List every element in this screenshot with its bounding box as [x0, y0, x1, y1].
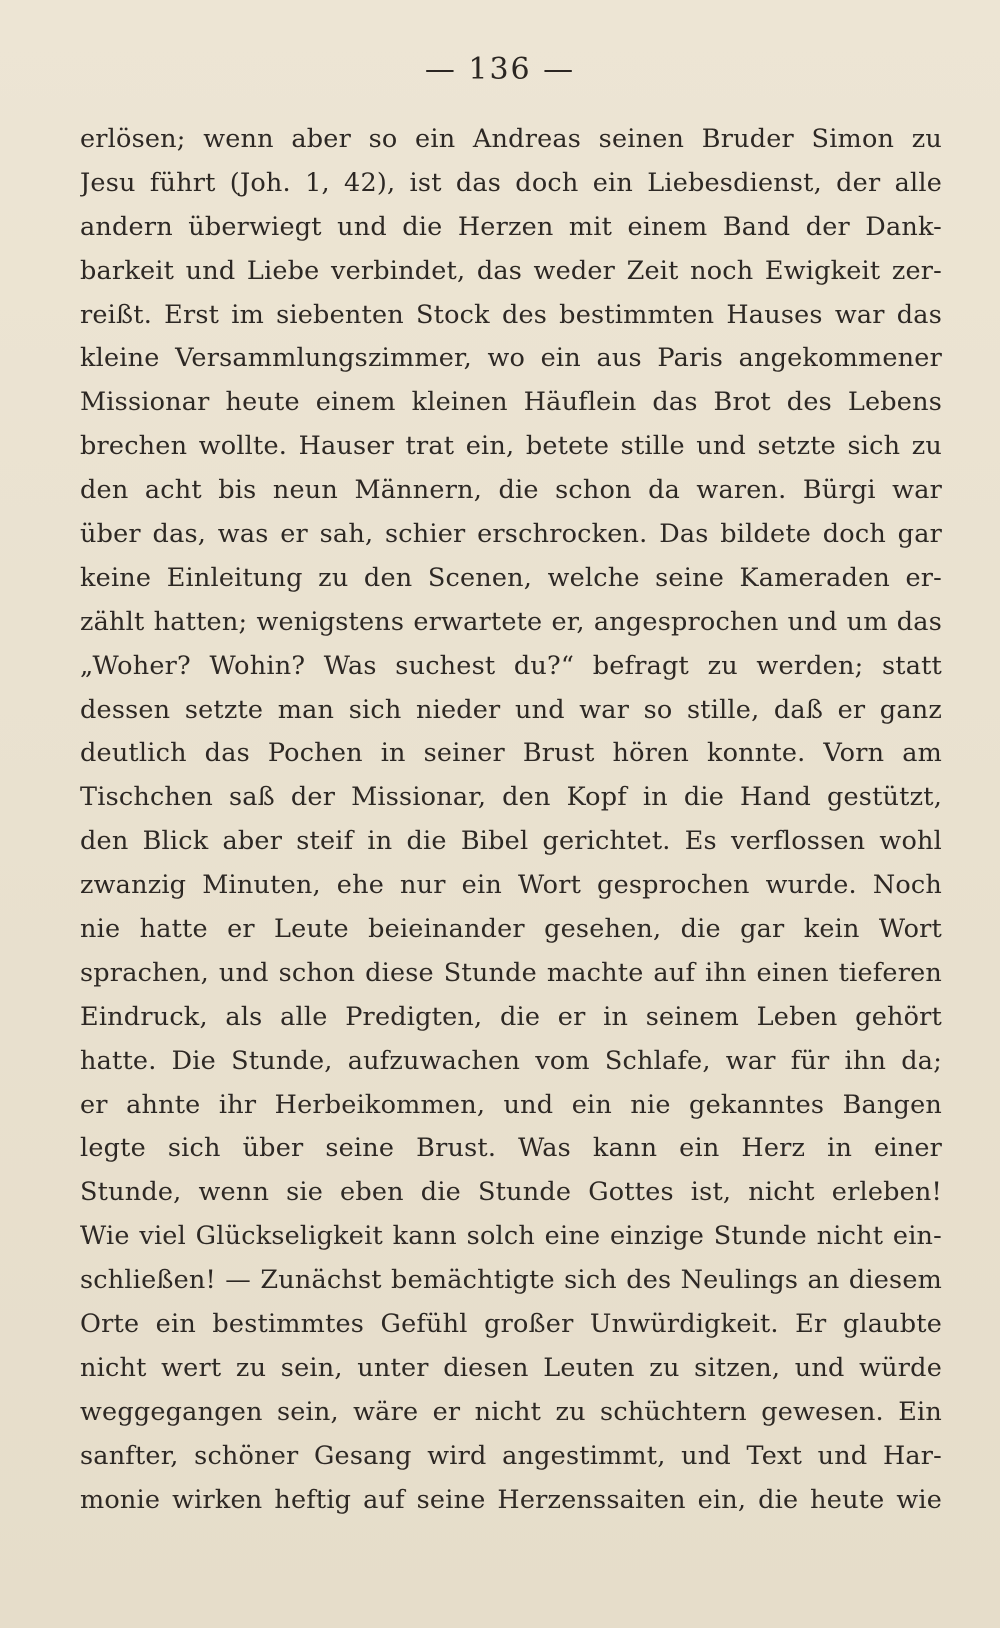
text-line: monie wirken heftig auf seine Herzenssaiten ein, die heute wie [80, 1484, 942, 1515]
body-text [80, 118, 942, 1523]
text-line: dessen setzte man sich nieder und war so stille, daß er ganz [80, 694, 942, 725]
text-line: den Blick aber steif in die Bibel gerichtet. Es verflossen wohl [80, 826, 942, 857]
text-line: legte sich über seine Brust. Was kann ein Herz in einer [80, 1133, 942, 1164]
text-line: zählt hatten; wenigstens erwartete er, angesprochen und um das [80, 606, 942, 637]
text-line: Wie viel Glückseligkeit kann solch eine einzige Stunde nicht ein- [80, 1221, 942, 1252]
text-line: erlösen; wenn aber so ein Andreas seinen Bruder Simon zu [80, 124, 942, 154]
text-line: hatte. Die Stunde, aufzuwachen vom Schlafe, war für ihn da; [80, 1045, 942, 1076]
text-line: über das, was er sah, schier erschrocken. Das bildete doch gar [80, 519, 942, 550]
text-line: den acht bis neun Männern, die schon da waren. Bürgi war [80, 475, 942, 506]
text-line: reißt. Erst im siebenten Stock des bestimmten Hauses war das [80, 299, 942, 330]
text-line: er ahnte ihr Herbeikommen, und ein nie gekanntes Bangen [80, 1089, 942, 1120]
text-line: deutlich das Pochen in seiner Brust hören konnte. Vorn am [80, 738, 942, 769]
text-line: nicht wert zu sein, unter diesen Leuten zu sitzen, und würde [80, 1352, 942, 1383]
text-line: nie hatte er Leute beieinander gesehen, die gar kein Wort [80, 914, 942, 945]
text-line: Missionar heute einem kleinen Häuflein das Brot des Lebens [80, 387, 942, 418]
text-line: Stunde, wenn sie eben die Stunde Gottes ist, nicht erleben! [80, 1177, 942, 1208]
text-line: brechen wollte. Hauser trat ein, betete stille und setzte sich zu [80, 431, 942, 462]
text-line: sanfter, schöner Gesang wird angestimmt, und Text und Har- [80, 1440, 942, 1471]
text-line: keine Einleitung zu den Scenen, welche seine Kameraden er- [80, 562, 942, 593]
text-line: Eindruck, als alle Predigten, die er in seinem Leben gehört [80, 1001, 942, 1032]
text-line: barkeit und Liebe verbindet, das weder Zeit noch Ewigkeit zer- [80, 255, 942, 286]
text-line: zwanzig Minuten, ehe nur ein Wort gesprochen wurde. Noch [80, 870, 942, 901]
text-line: Tischchen saß der Missionar, den Kopf in die Hand gestützt, [80, 782, 942, 813]
text-line: Orte ein bestimmtes Gefühl großer Unwürdigkeit. Er glaubte [80, 1309, 942, 1340]
text-line: weggegangen sein, wäre er nicht zu schüchtern gewesen. Ein [80, 1396, 942, 1427]
text-line: Jesu führt (Joh. 1, 42), ist das doch ein Liebesdienst, der alle [80, 167, 942, 198]
text-line: schließen! — Zunächst bemächtigte sich des Neulings an diesem [80, 1265, 942, 1296]
page-number: — 136 — [424, 52, 576, 87]
text-line: kleine Versammlungszimmer, wo ein aus Paris angekommener [80, 343, 942, 374]
text-line: „Woher? Wohin? Was suchest du?“ befragt zu werden; statt [80, 650, 942, 681]
text-line: sprachen, und schon diese Stunde machte auf ihn einen tieferen [80, 957, 942, 988]
text-line: andern überwiegt und die Herzen mit einem Band der Dank- [80, 211, 942, 242]
